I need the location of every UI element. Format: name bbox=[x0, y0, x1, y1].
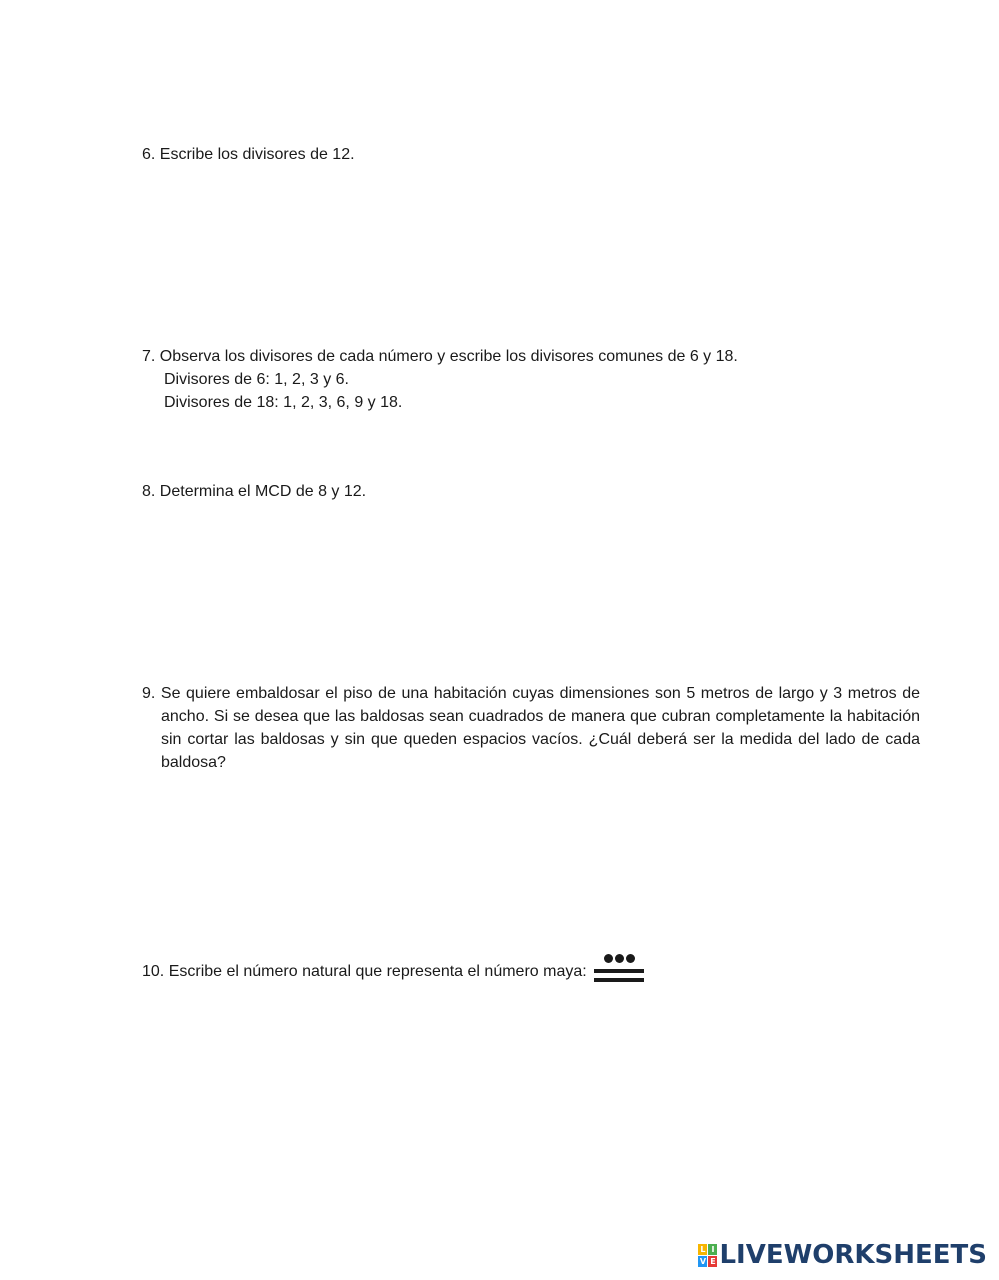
question-8 bbox=[142, 480, 920, 503]
logo-mark-e: E bbox=[710, 1256, 716, 1266]
question-10-text: 10. Escribe el número natural que representa el número maya: bbox=[142, 963, 587, 980]
question-9 bbox=[142, 682, 920, 774]
question-6-text: 6. Escribe los divisores de 12. bbox=[142, 146, 355, 163]
maya-numeral-icon bbox=[594, 951, 644, 983]
liveworksheets-logo-icon bbox=[698, 1244, 717, 1267]
question-9-text: 9. Se quiere embaldosar el piso de una habitación cuyas dimensiones son 5 metros de largo y 3 metros de ancho. Si se desea que las baldosas sean cuadrados de manera que cubran completamente la habitación sin cortar las baldosas y sin que queden espacios vacíos. ¿Cuál deberá ser la medida del lado de cada baldosa? bbox=[142, 685, 920, 771]
maya-bar bbox=[594, 969, 644, 973]
maya-bar bbox=[594, 978, 644, 982]
logo-mark-i: I bbox=[708, 1244, 717, 1255]
logo-mark-v: V bbox=[699, 1256, 707, 1266]
question-7-divisors-6: Divisores de 6: 1, 2, 3 y 6. bbox=[164, 371, 349, 388]
maya-dot bbox=[615, 954, 624, 963]
question-7 bbox=[142, 345, 920, 414]
liveworksheets-logo-text: LIVEWORKSHEETS bbox=[719, 1240, 987, 1270]
question-6 bbox=[142, 143, 920, 166]
question-7-text: 7. Observa los divisores de cada número y escribe los divisores comunes de 6 y 18. bbox=[142, 348, 738, 365]
maya-dot bbox=[626, 954, 635, 963]
question-10 bbox=[142, 947, 920, 983]
question-8-text: 8. Determina el MCD de 8 y 12. bbox=[142, 483, 367, 500]
liveworksheets-logo[interactable] bbox=[698, 1240, 987, 1270]
maya-dot bbox=[604, 954, 613, 963]
logo-mark-l: L bbox=[700, 1244, 706, 1254]
question-7-divisors-18: Divisores de 18: 1, 2, 3, 6, 9 y 18. bbox=[164, 394, 403, 411]
